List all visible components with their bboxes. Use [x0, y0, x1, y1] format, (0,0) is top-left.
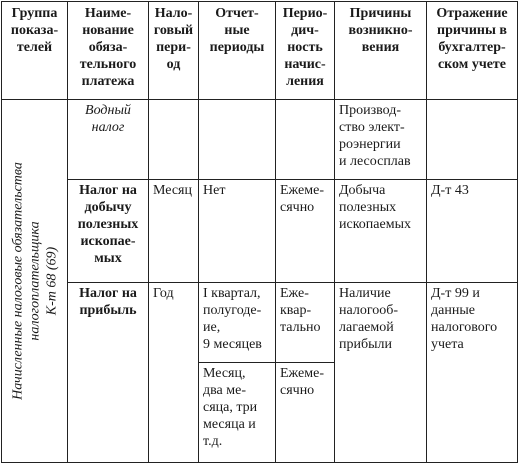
mining-tax-reason: Добыча полезных ископаемых: [335, 180, 427, 282]
table-row-profit-tax: [2, 282, 518, 362]
header-reasons: Причины возникно- вения: [335, 2, 427, 100]
water-tax-name: Водный налог: [68, 100, 149, 180]
header-reporting-periods: Отчет- ные периоды: [199, 2, 276, 100]
water-tax-period: [149, 100, 199, 180]
profit-tax-accounting: Д-т 99 и данные налогового учета: [427, 282, 518, 462]
profit-tax-reporting-quarterly: I квартал, полугоде- ие, 9 месяцев: [199, 282, 276, 362]
profit-tax-frequency-monthly: Ежеме- сячно: [276, 362, 335, 462]
profit-tax-reason: Наличие налогооб- лагаемой прибыли: [335, 282, 427, 462]
indicator-group-label: [9, 101, 60, 461]
group-label-line1: Начисленные налоговые обязательства: [10, 162, 25, 400]
indicator-group-cell: [2, 100, 68, 463]
mining-tax-name: Налог на добычу полезных ископае- мых: [68, 180, 149, 282]
water-tax-accounting: [427, 100, 518, 180]
profit-tax-period: Год: [149, 282, 199, 462]
group-label-line2: налогоплательщика: [27, 221, 42, 341]
header-payment-name: Наиме- нование обяза- тельного платежа: [68, 2, 149, 100]
profit-tax-frequency-quarterly: Еже- квар- тально: [276, 282, 335, 362]
mining-tax-reporting: Нет: [199, 180, 276, 282]
header-indicator-group: Группа показа- телей: [2, 2, 68, 100]
header-tax-period: Нало- говый пери- од: [149, 2, 199, 100]
table-row-mining-tax: [2, 180, 518, 282]
group-label-line3: К-т 68 (69): [44, 246, 59, 316]
table-row-water-tax: [2, 100, 518, 180]
water-tax-reason: Производ- ство элект- роэнергии и лесосплав: [335, 100, 427, 180]
mining-tax-period: Месяц: [149, 180, 199, 282]
mining-tax-frequency: Ежеме- сячно: [276, 180, 335, 282]
water-tax-frequency: [276, 100, 335, 180]
mining-tax-accounting: Д-т 43: [427, 180, 518, 282]
tax-obligations-table: [1, 1, 518, 463]
water-tax-reporting: [199, 100, 276, 180]
header-accounting-reflection: Отражение причины в бухгалтер- ском учете: [427, 2, 518, 100]
header-accrual-frequency: Перио- дич- ность начис- ления: [276, 2, 335, 100]
header-row: [2, 2, 518, 100]
profit-tax-name: Налог на прибыль: [68, 282, 149, 462]
profit-tax-reporting-monthly: Месяц, два ме- сяца, три месяца и т.д.: [199, 362, 276, 462]
